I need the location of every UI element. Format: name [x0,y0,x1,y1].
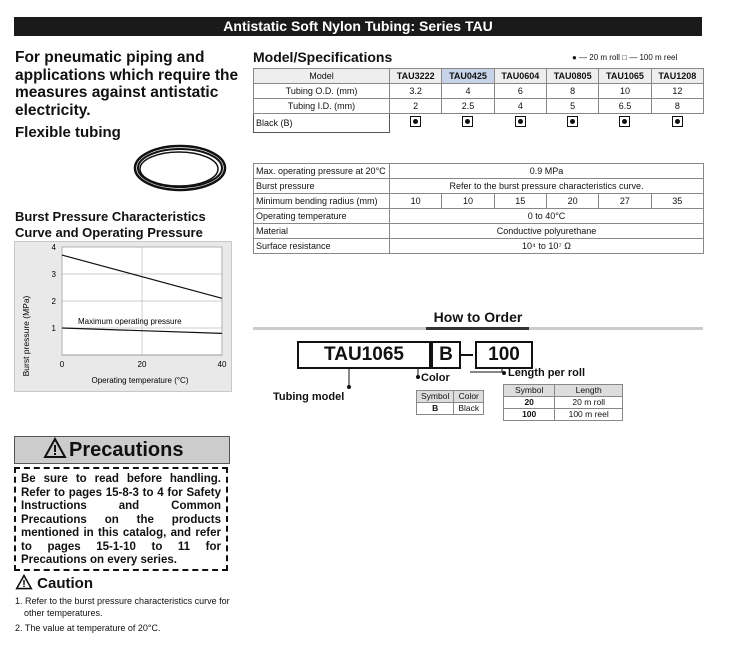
y-tick-label: 4 [51,243,56,252]
spec-row-value: 0.9 MPa [390,164,704,179]
id-value: 2.5 [442,99,494,114]
length-table-cell: 100 m reel [555,409,623,421]
availability-cell [442,114,494,133]
color-table [416,390,484,415]
od-value: 3.2 [390,84,442,99]
bend-value: 27 [599,194,651,209]
bend-value: 10 [390,194,442,209]
spec-table-top [253,68,704,155]
availability-cell [494,114,546,133]
spec-legend: ● — 20 m roll □ — 100 m reel [572,53,678,62]
length-table-cell: 100 [504,409,555,421]
roll-marker-icon [672,116,683,127]
x-tick-label: 20 [137,360,147,369]
color-table-header: Symbol [417,391,454,403]
bend-value: 15 [494,194,546,209]
bend-value: 20 [546,194,598,209]
roll-marker-icon [462,116,473,127]
spec-row-label: Operating temperature [254,209,390,224]
id-label: Tubing I.D. (mm) [254,99,390,114]
availability-cell [599,114,651,133]
spec-row-label: Material [254,224,390,239]
length-code-box: 100 [475,341,533,369]
flexible-heading: Flexible tubing [15,124,121,141]
od-value: 4 [442,84,494,99]
caution-heading [15,574,93,592]
length-table-cell: 20 [504,397,555,409]
spec-row-value: 0 to 40°C [390,209,704,224]
length-label: Length per roll [508,367,585,379]
tubing-coil-image [130,138,230,198]
od-value: 10 [599,84,651,99]
color-label-cell: Black (B) [254,114,390,133]
id-value: 6.5 [599,99,651,114]
caution-note-1: 1. Refer to the burst pressure characteristics curve for other temperatures. [15,596,230,618]
color-code-box: B [431,341,461,369]
od-value: 6 [494,84,546,99]
x-tick-label: 40 [217,360,227,369]
intro-text: For pneumatic piping and applications which require the measures against antistatic electricity. [15,49,239,119]
od-value: 12 [651,84,703,99]
spec-row-label: Burst pressure [254,179,390,194]
roll-marker-icon [567,116,578,127]
model-tau3222: TAU3222 [390,69,442,84]
roll-marker-icon [515,116,526,127]
id-value: 4 [494,99,546,114]
spec-row-value: Conductive polyurethane [390,224,704,239]
burst-pressure-title: Burst Pressure Characteristics Curve and Operating Pressure [15,209,206,240]
how-to-order-title: How to Order [433,309,523,325]
caution-notes [15,595,240,634]
availability-cell [651,114,703,133]
length-table-cell: 20 m roll [555,397,623,409]
id-value: 8 [651,99,703,114]
spec-row-label: Surface resistance [254,239,390,254]
precautions-box: Be sure to read before handling. Refer to pages 15-8-3 to 4 for Safety Instructions and Common Precautions on the products mentioned in this catalog, and refer to pages 15-1-10 to 11 for Precautions on every series. [14,467,228,571]
model-tau0805: TAU0805 [546,69,598,84]
tubing-model-label: Tubing model [273,391,345,403]
caution-title: Caution [37,575,93,592]
spec-row-value: Refer to the burst pressure characteristics curve. [390,179,704,194]
od-value: 8 [546,84,598,99]
color-label: Color [421,372,450,384]
model-tau1065: TAU1065 [599,69,651,84]
id-value: 5 [546,99,598,114]
x-axis-label: Operating temperature (°C) [91,376,189,385]
bend-label: Minimum bending radius (mm) [254,194,390,209]
availability-cell [546,114,598,133]
burst-pressure-chart [14,241,232,392]
y-axis-label: Burst pressure (MPa) [21,295,31,377]
page-banner: Antistatic Soft Nylon Tubing: Series TAU [14,17,702,36]
caution-note-2: 2. The value at temperature of 20°C. [15,623,161,633]
spec-title: Model/Specifications [253,49,393,65]
id-value: 2 [390,99,442,114]
spec-table-bottom [253,163,704,254]
spec-row-value: 10⁴ to 10⁷ Ω [390,239,704,254]
y-tick-label: 3 [51,270,56,279]
y-tick-label: 2 [51,297,56,306]
precautions-title: Precautions [69,439,184,461]
caution-icon [15,574,33,590]
model-tau0604: TAU0604 [494,69,546,84]
roll-marker-icon [619,116,630,127]
availability-cell [390,114,442,133]
spec-row-label: Max. operating pressure at 20°C [254,164,390,179]
series-label: Maximum operating pressure [78,317,182,326]
header-model-label: Model [254,69,390,84]
model-tau0425: TAU0425 [442,69,494,84]
color-table-cell: Black [454,403,484,415]
model-code-box: TAU1065 [297,341,431,369]
color-table-header: Color [454,391,484,403]
length-table-header: Symbol [504,385,555,397]
bend-value: 10 [442,194,494,209]
bend-value: 35 [651,194,703,209]
length-table [503,384,623,421]
y-tick-label: 1 [51,324,56,333]
code-dash [460,354,473,356]
length-table-header: Length [555,385,623,397]
x-tick-label: 0 [59,360,65,369]
color-table-cell: B [417,403,454,415]
precautions-header [14,436,230,464]
warning-icon [43,437,67,466]
od-label: Tubing O.D. (mm) [254,84,390,99]
how-to-order-rule-accent [426,327,529,330]
model-tau1208: TAU1208 [651,69,703,84]
roll-marker-icon [410,116,421,127]
